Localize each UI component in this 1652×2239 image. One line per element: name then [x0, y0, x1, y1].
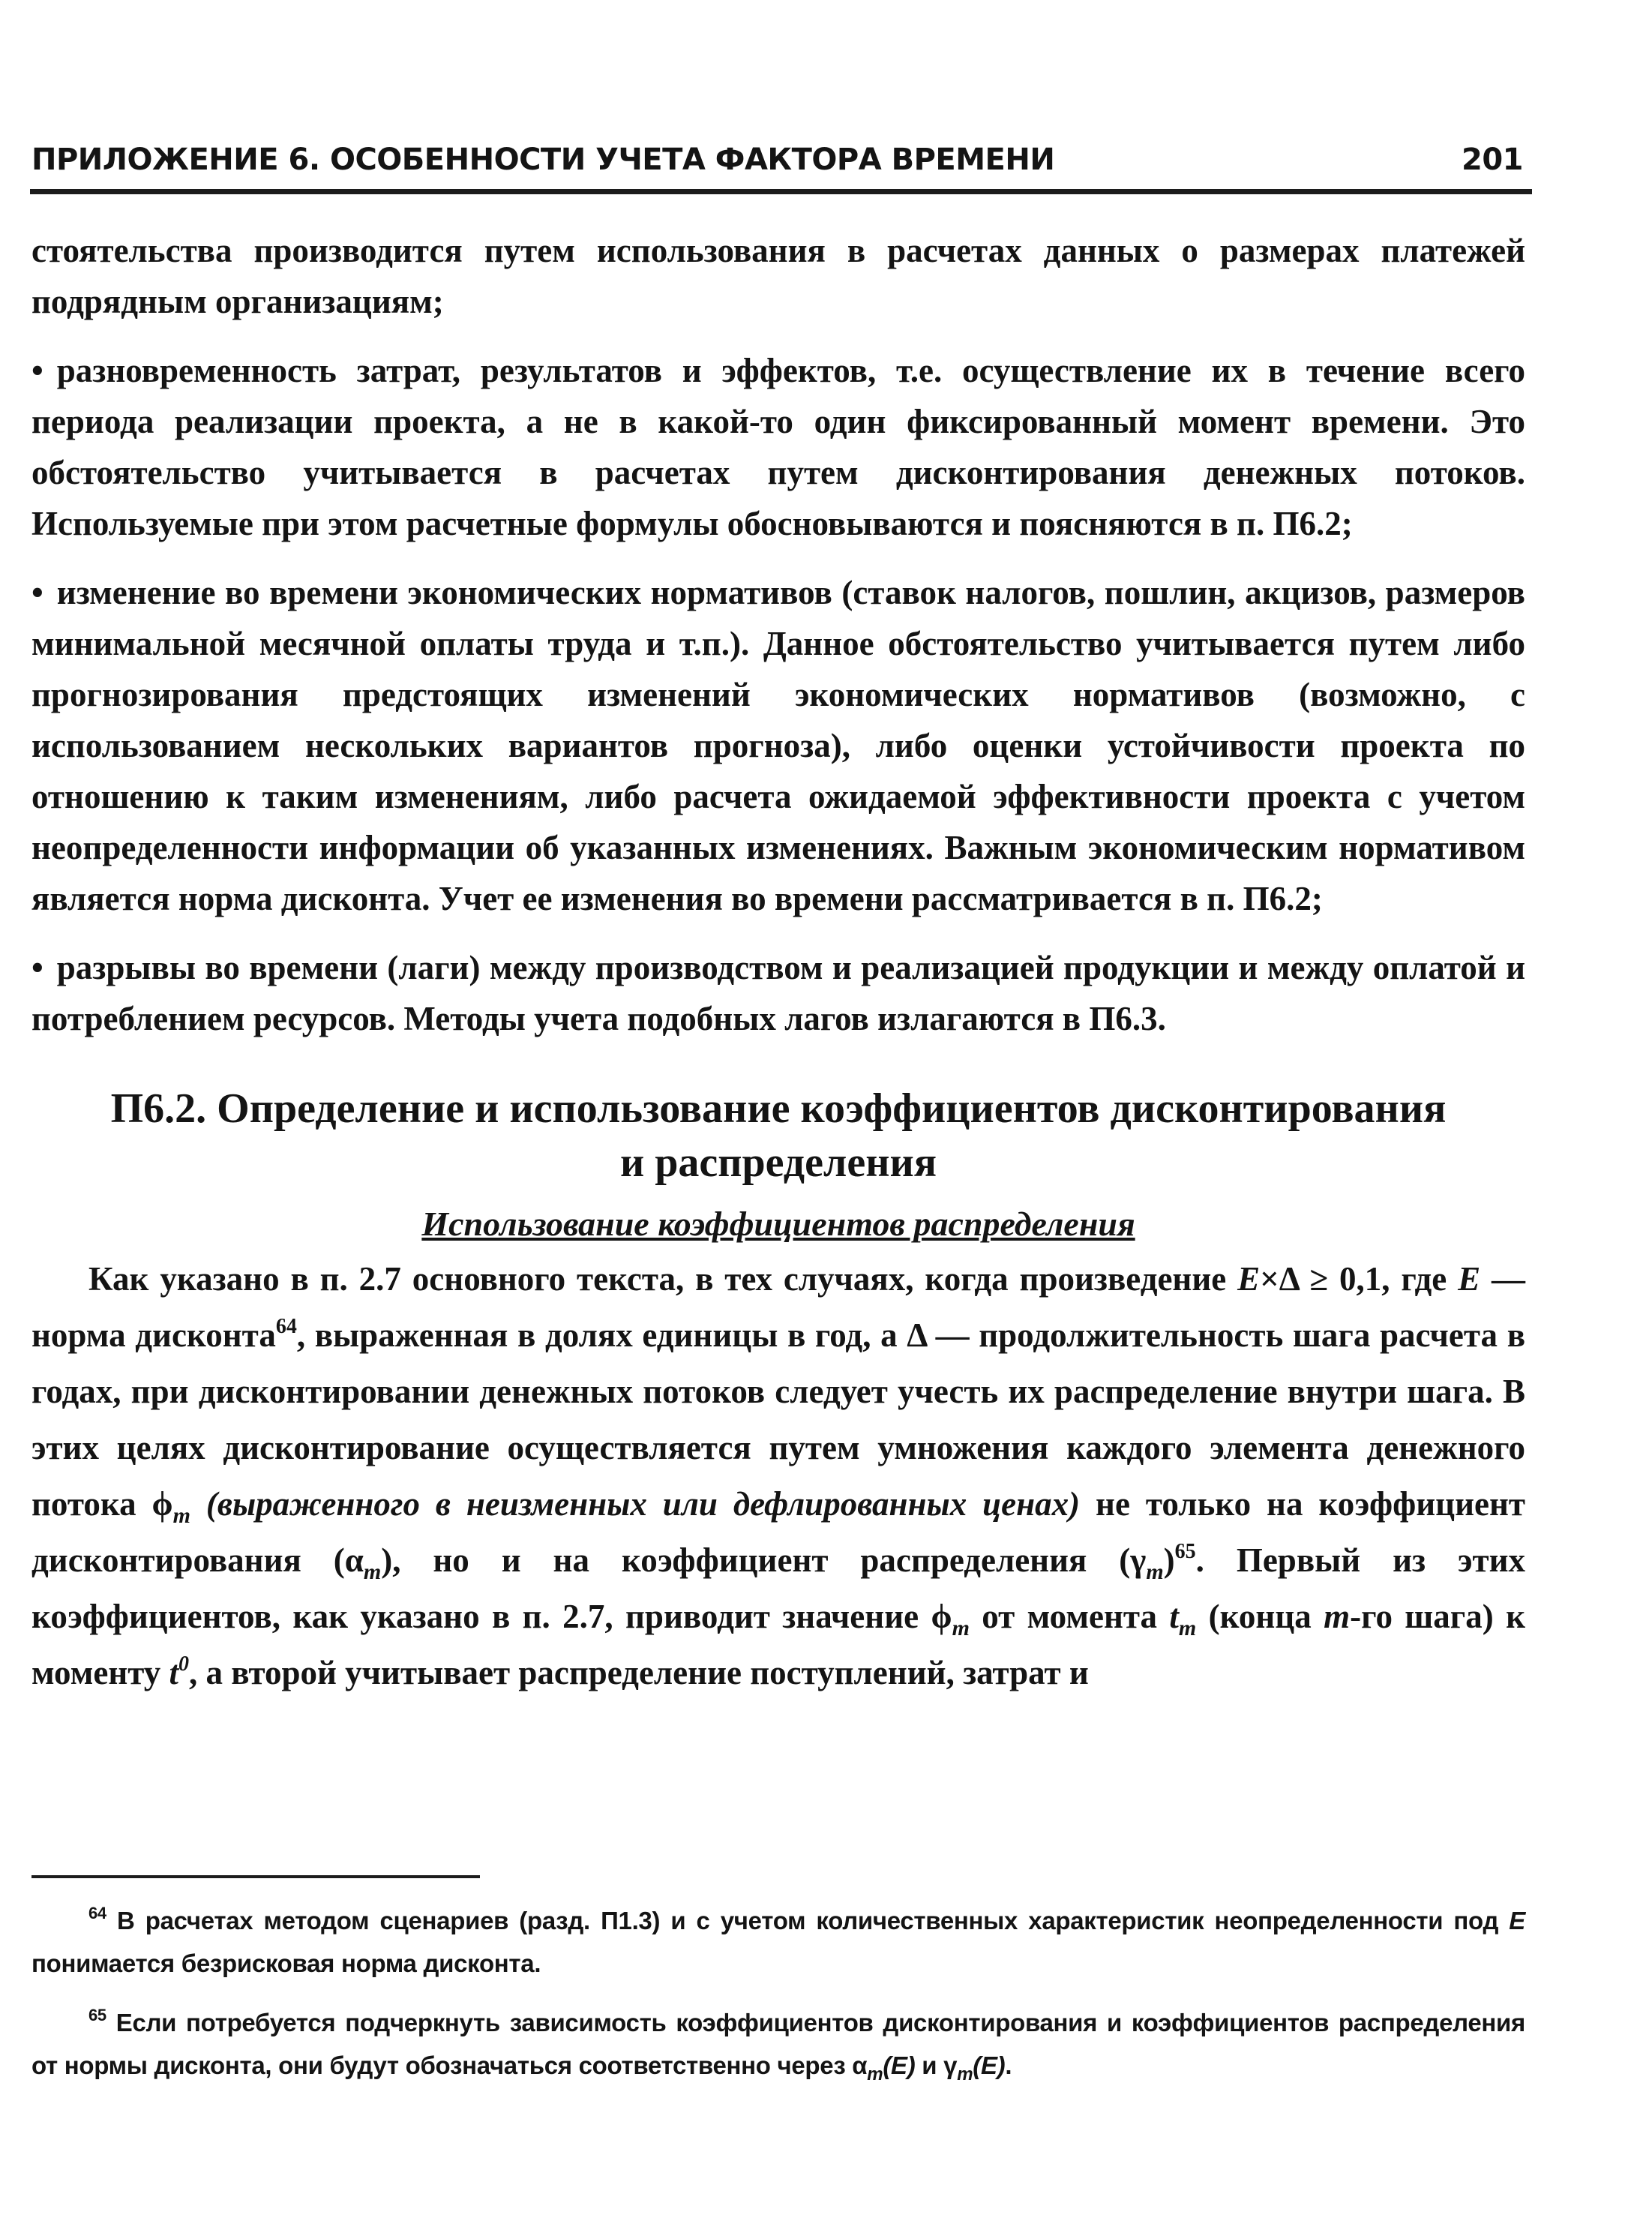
footnote-text: Если потребуется подчеркнуть зависимость коэффициентов дисконтирования и коэффициентов распределения от нормы дисконта, они будут обозначаться соответственно через α	[31, 2009, 1525, 2079]
text-run: (конца	[1196, 1598, 1324, 1635]
math-superscript: 0	[178, 1652, 190, 1676]
bullet-icon: •	[31, 949, 43, 986]
footnote-ref-64: 64	[275, 1315, 297, 1338]
bullet-paragraph	[31, 345, 1525, 549]
footnote-mark: 65	[88, 2006, 106, 2024]
math-symbol: m	[1324, 1598, 1351, 1635]
text-run: от момента	[969, 1598, 1170, 1635]
text-run: -го шага) к моменту	[31, 1598, 1526, 1691]
page-number: 201	[1462, 143, 1523, 177]
footnote-65	[31, 2001, 1525, 2087]
bullet-paragraph	[31, 567, 1525, 924]
math-symbol: E	[1237, 1260, 1261, 1298]
text-run: ×Δ ≥ 0,1, где	[1260, 1260, 1459, 1298]
math-symbol: E	[1458, 1260, 1481, 1298]
bullet-icon: •	[31, 352, 43, 389]
footnotes	[31, 1899, 1525, 2103]
section-title	[31, 1082, 1525, 1190]
footnote-text: понимается безрисковая норма дисконта.	[31, 1949, 541, 1977]
math-symbol: t	[169, 1654, 179, 1691]
text-run: )	[1163, 1541, 1175, 1579]
bullet-icon: •	[31, 574, 43, 611]
math-subscript: m	[172, 1503, 190, 1528]
running-header-title: ПРИЛОЖЕНИЕ 6. ОСОБЕННОСТИ УЧЕТА ФАКТОРА ВРЕМЕНИ	[31, 143, 1055, 177]
math-symbol: ϕ	[151, 1485, 173, 1523]
text-run: . Первый из этих коэффициентов, как указано в п. 2.7, приводит значение	[31, 1541, 1525, 1635]
math-symbol: ϕ	[931, 1598, 952, 1635]
math-symbol: (E)	[883, 2051, 916, 2079]
body-text	[31, 225, 1525, 1701]
text-run: Как указано в п. 2.7 основного текста, в тех случаях, когда произведение	[88, 1260, 1238, 1298]
math-subscript: m	[957, 2064, 973, 2084]
text-run: , а второй учитывает распределение поступлений, затрат и	[189, 1654, 1089, 1691]
text-run: — норма дисконта	[31, 1260, 1526, 1354]
bullet-text: разновременность затрат, результатов и эффектов, т.е. осуществление их в течение всего периода реализации проекта, а не в какой-то один фиксированный момент времени. Это обстоятельство учитывается в расчетах путем дисконтирования денежных потоков. Используемые при этом расчетные формулы обосновываются и поясняются в п. П6.2;	[31, 352, 1525, 542]
math-subscript: m	[952, 1616, 970, 1640]
math-subscript: m	[867, 2064, 883, 2084]
footnote-mark: 64	[88, 1904, 106, 1922]
footnote-ref-65: 65	[1174, 1540, 1196, 1563]
bullet-paragraph	[31, 942, 1525, 1044]
footnote-64	[31, 1899, 1525, 1985]
continuation-paragraph: стоятельства производится путем использования в расчетах данных о размерах платежей подрядным организациям;	[31, 232, 1525, 320]
math-symbol: (E)	[973, 2051, 1006, 2079]
main-paragraph	[31, 1251, 1525, 1701]
math-subscript: m	[363, 1559, 382, 1584]
text-run: , выраженная в долях единицы в год, а Δ — продолжительность шага расчета в годах, при дисконтировании денежных потоков следует учесть их распределение внутри шага. В этих целях дисконтирование осуществляется путем умножения каждого элемента денежного потока	[31, 1316, 1525, 1523]
text-run: ), но и на коэффициент распределения (γ	[381, 1541, 1147, 1579]
math-subscript: m	[1146, 1559, 1164, 1584]
section-title-line2: и распределения	[619, 1139, 937, 1186]
italic-clause: (выраженного в неизменных или дефлированных ценах)	[190, 1485, 1081, 1523]
bullet-text: разрывы во времени (лаги) между производством и реализацией продукции и между оплатой и потреблением ресурсов. Методы учета подобных лагов излагаются в П6.3.	[31, 949, 1525, 1037]
math-symbol: E	[1509, 1907, 1525, 1934]
math-symbol: t	[1169, 1598, 1179, 1635]
running-header	[31, 141, 1528, 179]
bullet-text: изменение во времени экономических нормативов (ставок налогов, пошлин, акцизов, размеров минимальной месячной оплаты труда и т.п.). Данное обстоятельство учитывается путем либо прогнозирования предстоящих изменений экономических нормативов (возможно, с использованием нескольких вариантов прогноза), либо оценки устойчивости проекта по отношению к таким изменениям, либо расчета ожидаемой эффективности проекта с учетом неопределенности информации об указанных изменениях. Важным экономическим нормативом является норма дисконта. Учет ее изменения во времени рассматривается в п. П6.2;	[31, 574, 1525, 917]
header-rule	[30, 189, 1532, 194]
text-run: не только на коэффициент дисконтирования (α	[31, 1485, 1526, 1579]
footnote-rule	[31, 1875, 480, 1878]
footnote-text: В расчетах методом сценариев (разд. П1.3) и с учетом количественных характеристик неопределенности под	[106, 1907, 1510, 1934]
math-subscript: m	[1178, 1616, 1197, 1640]
footnote-text: .	[1005, 2051, 1012, 2079]
footnote-text: и γ	[915, 2051, 958, 2079]
subsection-title: Использование коэффициентов распределения	[421, 1205, 1135, 1243]
section-title-line1: П6.2. Определение и использование коэффициентов дисконтирования	[110, 1085, 1447, 1132]
